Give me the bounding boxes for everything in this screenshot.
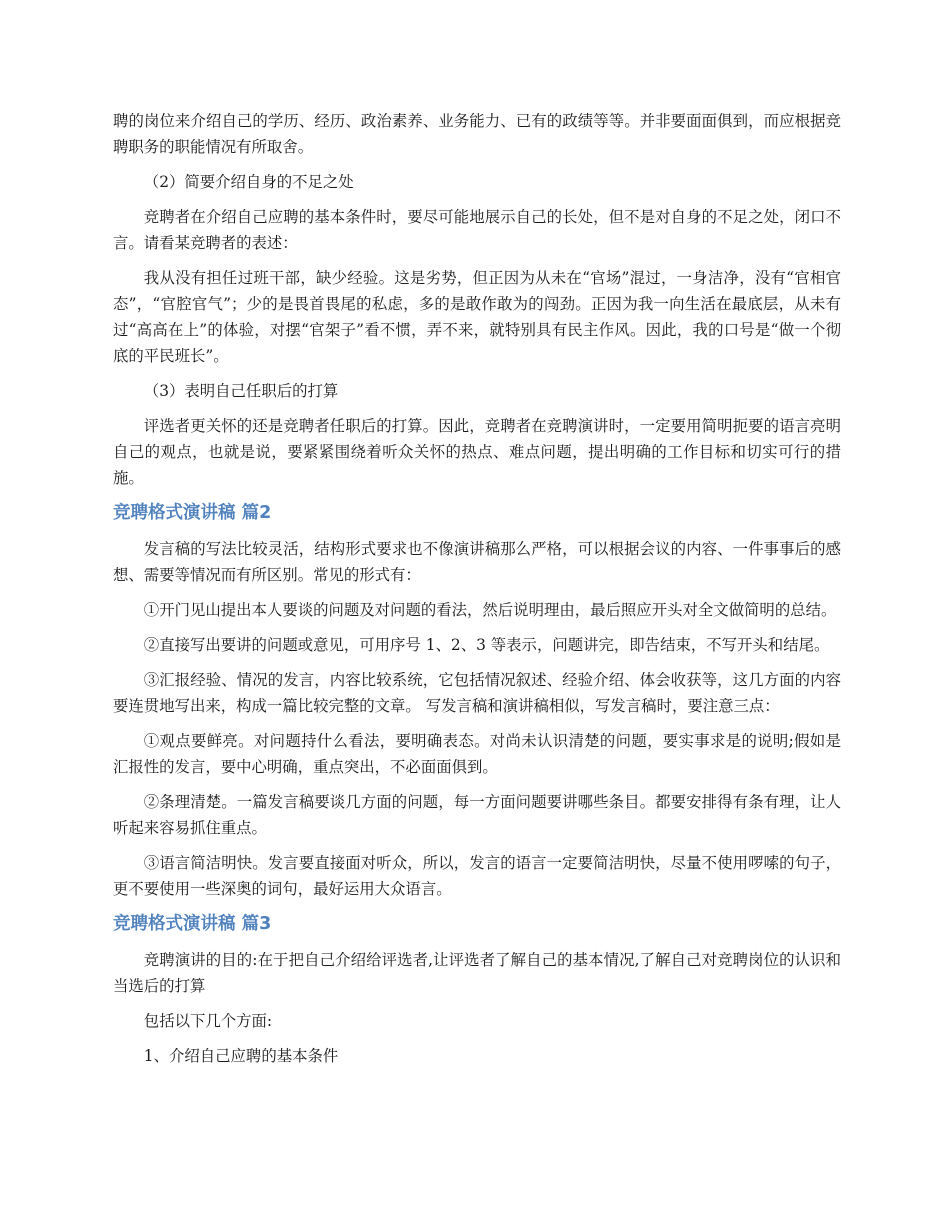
paragraph-intro-continuation: 聘的岗位来介绍自己的学历、经历、政治素养、业务能力、已有的政绩等等。并非要面面俱到，而应根据竞聘职务的职能情况有所取舍。 (113, 112, 841, 156)
paragraph-subheading-2: （2）简要介绍自身的不足之处 (143, 173, 354, 191)
paragraph-aspects-intro: 包括以下几个方面: (143, 1012, 273, 1030)
paragraph-shortcomings: 竞聘者在介绍自己应聘的基本条件时，要尽可能地展示自己的长处，但不是对自身的不足之处，闭口不言。请看某竞聘者的表述： (113, 208, 841, 252)
paragraph-form-1: ①开门见山提出本人要谈的问题及对问题的看法，然后说明理由，最后照应开头对全文做简明的总结。 (143, 601, 837, 619)
paragraph-form-3: ③汇报经验、情况的发言，内容比较系统，它包括情况叙述、经验介绍、体会收获等，这几方面的内容要连贯地写出来，构成一篇比较完整的文章。 写发言稿和演讲稿相似，写发言稿时，要注意三点： (113, 671, 841, 715)
document-page (113, 108, 841, 1078)
paragraph-purpose: 竞聘演讲的目的:在于把自己介绍给评选者,让评选者了解自己的基本情况,了解自己对竞聘岗位的认识和当选后的打算 (113, 951, 841, 995)
paragraph-example-quote: 我从没有担任过班干部，缺少经验。这是劣势，但正因为从未在“官场”混过，一身洁净，没有“官相官态”，“官腔官气”；少的是畏首畏尾的私虑，多的是敢作敢为的闯劲。正因为我一向生活在最底层，从未有过“高高在上”的体验，对摆“官架子”看不惯，弄不来，就特别具有民主作风。因此，我的口号是“做一个彻底的平民班长”。 (113, 269, 841, 365)
paragraph-point-1: ①观点要鲜亮。对问题持什么看法，要明确表态。对尚未认识清楚的问题，要实事求是的说明;假如是汇报性的发言，要中心明确，重点突出，不必面面俱到。 (113, 732, 841, 776)
paragraph-point-2: ②条理清楚。一篇发言稿要谈几方面的问题，每一方面问题要讲哪些条目。都要安排得有条有理，让人听起来容易抓住重点。 (113, 793, 841, 837)
section-heading-3: 竞聘格式演讲稿 篇3 (113, 914, 272, 934)
section-heading-2: 竞聘格式演讲稿 篇2 (113, 503, 272, 523)
paragraph-speech-forms: 发言稿的写法比较灵活，结构形式要求也不像演讲稿那么严格，可以根据会议的内容、一件事事后的感想、需要等情况而有所区别。常见的形式有： (113, 540, 841, 584)
paragraph-plans: 评选者更关怀的还是竞聘者任职后的打算。因此，竞聘者在竞聘演讲时，一定要用简明扼要的语言亮明自己的观点，也就是说，要紧紧围绕着听众关怀的热点、难点问题，提出明确的工作目标和切实可行的措施。 (113, 417, 841, 487)
paragraph-point-3: ③语言简洁明快。发言要直接面对听众，所以，发言的语言一定要简洁明快，尽量不使用啰嗦的句子，更不要使用一些深奥的词句，最好运用大众语言。 (113, 854, 841, 898)
paragraph-subheading-3: （3）表明自己任职后的打算 (143, 382, 339, 400)
paragraph-form-2: ②直接写出要讲的问题或意见，可用序号 1、2、3 等表示，问题讲完，即告结束，不写开头和结尾。 (143, 636, 830, 654)
paragraph-aspect-1: 1、介绍自己应聘的基本条件 (143, 1047, 339, 1065)
